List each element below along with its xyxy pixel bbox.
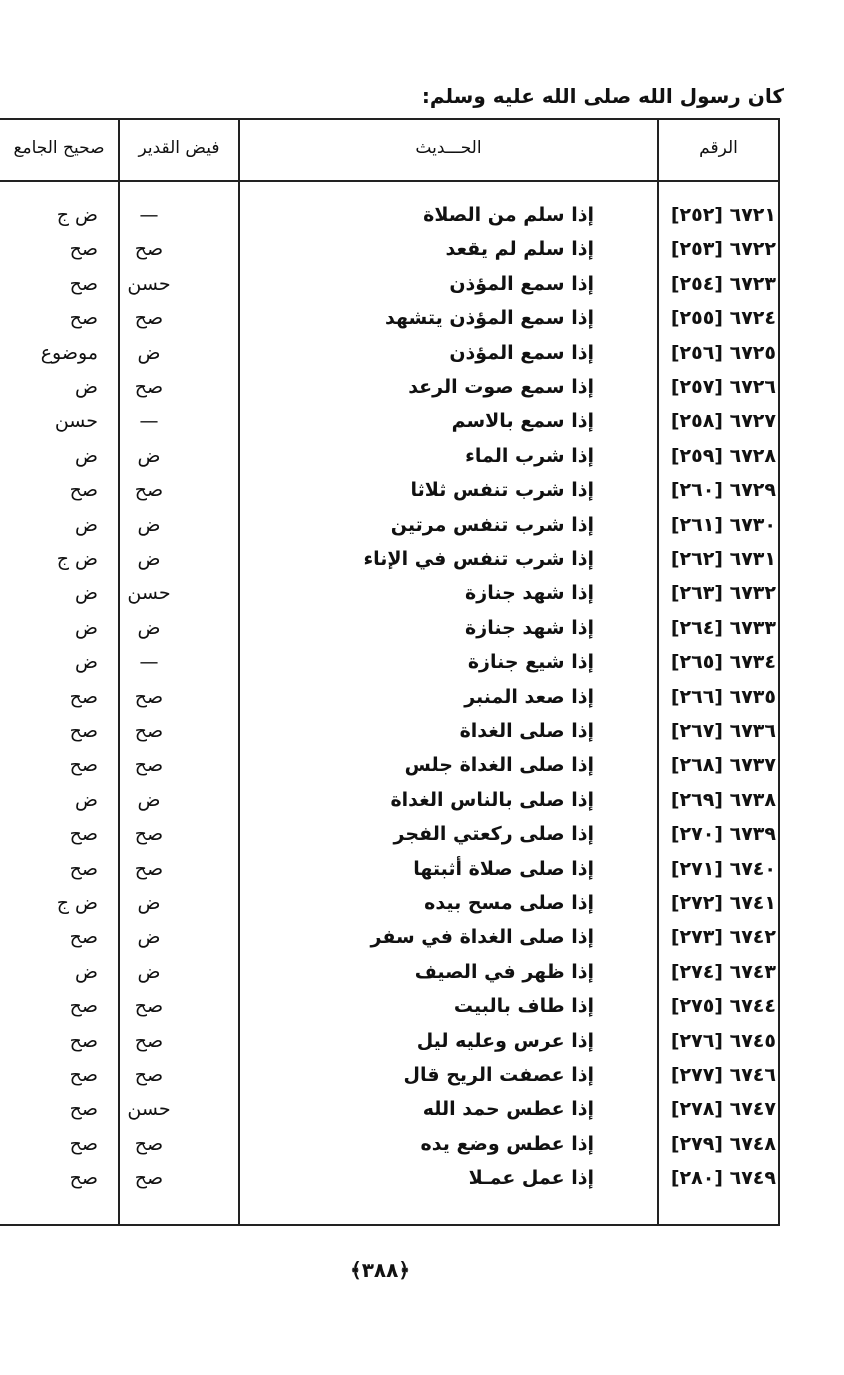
row-sahih-grade: صح [69, 1064, 98, 1086]
row-hadith-text: إذا صعد المنبر [464, 685, 594, 708]
row-sahih-grade: صح [69, 857, 98, 880]
table-row [0, 748, 780, 782]
row-number: ٦٧٤١ [٢٧٢] [670, 892, 776, 914]
row-hadith-text: إذا صلى صلاة أثبتها [413, 857, 594, 880]
table-row [0, 336, 780, 370]
row-number: ٦٧٤٨ [٢٧٩] [670, 1132, 776, 1155]
row-hadith-text: إذا شرب الماء [465, 444, 594, 467]
table-row [0, 920, 780, 954]
row-faid-grade: صح [134, 857, 164, 880]
row-faid-grade: صح [134, 685, 164, 708]
row-number: ٦٧٣٨ [٢٦٩] [670, 788, 776, 811]
row-hadith-text: إذا صلى ركعتي الفجر [393, 823, 594, 846]
row-faid-grade: صح [134, 1064, 164, 1086]
row-hadith-text: إذا سمع المؤذن [449, 341, 594, 364]
row-number: ٦٧٤٢ [٢٧٣] [670, 926, 776, 949]
table-row [0, 439, 780, 473]
row-number: ٦٧٢٦ [٢٥٧] [670, 376, 776, 398]
row-number: ٦٧٢١ [٢٥٢] [670, 204, 776, 226]
table-row [0, 852, 780, 886]
row-number: ٦٧٢٤ [٢٥٥] [670, 307, 776, 330]
row-sahih-grade: صح [69, 479, 98, 502]
row-number: ٦٧٣٢ [٢٦٣] [670, 582, 776, 605]
row-number: ٦٧٤٥ [٢٧٦] [670, 1029, 776, 1052]
row-sahih-grade: صح [69, 685, 98, 708]
row-faid-grade: صح [134, 1029, 164, 1052]
row-hadith-text: إذا سمع المؤذن [449, 272, 594, 295]
table-row [0, 232, 780, 266]
row-hadith-text: إذا شهد جنازة [465, 616, 594, 639]
row-faid-grade: ض [137, 788, 161, 811]
row-faid-grade: ض [137, 444, 161, 467]
row-number: ٦٧٣٤ [٢٦٥] [670, 651, 776, 674]
row-sahih-grade: صح [69, 754, 98, 777]
row-faid-grade: — [139, 410, 159, 433]
row-faid-grade: صح [134, 720, 164, 742]
row-hadith-text: إذا سلم لم يقعد [445, 238, 594, 261]
table-row [0, 473, 780, 507]
row-sahih-grade: صح [69, 1132, 98, 1155]
row-faid-grade: صح [134, 479, 164, 502]
row-number: ٦٧٢٩ [٢٦٠] [670, 479, 776, 502]
row-hadith-text: إذا ظهر في الصيف [414, 960, 594, 983]
row-sahih-grade: ض ج [56, 892, 98, 914]
table-row [0, 508, 780, 542]
row-number: ٦٧٤٤ [٢٧٥] [670, 995, 776, 1018]
row-sahih-grade: ض ج [56, 548, 98, 570]
row-hadith-text: إذا شيع جنازة [467, 651, 594, 674]
row-hadith-text: إذا صلى مسح بيده [424, 892, 594, 914]
row-number: ٦٧٢٣ [٢٥٤] [670, 272, 776, 295]
table-row [0, 783, 780, 817]
row-faid-grade: ض [137, 548, 161, 570]
row-number: ٦٧٢٧ [٢٥٨] [670, 410, 776, 433]
row-hadith-text: إذا سلم من الصلاة [423, 204, 594, 226]
table-row [0, 267, 780, 301]
row-faid-grade: — [139, 204, 159, 226]
table-row [0, 198, 780, 232]
row-number: ٦٧٢٨ [٢٥٩] [670, 444, 776, 467]
header-faid-al-qadir: فيض القدير [138, 138, 220, 159]
table-row [0, 301, 780, 335]
row-hadith-text: إذا شرب تنفس مرتين [390, 513, 594, 536]
row-hadith-text: إذا عمل عمـلا [468, 1167, 594, 1190]
header-hadith: الحـــديث [415, 138, 482, 159]
row-faid-grade: ض [137, 926, 161, 949]
row-hadith-text: إذا سمع بالاسم [451, 410, 594, 433]
row-number: ٦٧٣٣ [٢٦٤] [670, 616, 776, 639]
row-sahih-grade: ض [75, 513, 98, 536]
table-row [0, 542, 780, 576]
row-faid-grade: صح [134, 823, 164, 846]
row-faid-grade: ض [137, 616, 161, 639]
row-number: ٦٧٤٦ [٢٧٧] [670, 1064, 776, 1086]
row-sahih-grade: ض [75, 616, 98, 639]
table-row [0, 576, 780, 610]
row-hadith-text: إذا عطس حمد الله [422, 1098, 594, 1121]
row-sahih-grade: صح [69, 1167, 98, 1190]
row-hadith-text: إذا شهد جنازة [465, 582, 594, 605]
row-number: ٦٧٣١ [٢٦٢] [670, 548, 776, 570]
header-number: الرقم [699, 138, 738, 159]
page-number: ﴿٣٨٨﴾ [349, 1258, 411, 1282]
table-row [0, 645, 780, 679]
row-faid-grade: صح [134, 307, 164, 330]
header-divider [0, 180, 780, 182]
table-row [0, 611, 780, 645]
row-faid-grade: حسن [127, 582, 171, 605]
row-faid-grade: صح [134, 1132, 164, 1155]
row-faid-grade: صح [134, 995, 164, 1018]
table-row [0, 989, 780, 1023]
table-row [0, 886, 780, 920]
row-sahih-grade: صح [69, 307, 98, 330]
row-hadith-text: إذا سمع المؤذن يتشهد [384, 307, 594, 330]
row-sahih-grade: ض [75, 376, 98, 398]
row-faid-grade: ض [137, 513, 161, 536]
row-sahih-grade: صح [69, 823, 98, 846]
table-row [0, 404, 780, 438]
row-number: ٦٧٣٦ [٢٦٧] [670, 720, 776, 742]
table-row [0, 1024, 780, 1058]
row-number: ٦٧٢٥ [٢٥٦] [670, 341, 776, 364]
row-hadith-text: إذا صلى بالناس الغداة [390, 788, 594, 811]
row-hadith-text: إذا عطس وضع يده [420, 1132, 594, 1155]
row-hadith-text: إذا صلى الغداة في سفر [370, 926, 594, 949]
row-hadith-text: إذا سمع صوت الرعد [408, 376, 594, 398]
row-faid-grade: — [139, 651, 159, 674]
row-sahih-grade: صح [69, 238, 98, 261]
row-number: ٦٧٢٢ [٢٥٣] [670, 238, 776, 261]
table-row [0, 714, 780, 748]
row-number: ٦٧٤٠ [٢٧١] [670, 857, 776, 880]
table-row [0, 1127, 780, 1161]
row-number: ٦٧٣٧ [٢٦٨] [670, 754, 776, 777]
table-row [0, 1161, 780, 1195]
table-row [0, 1092, 780, 1126]
row-faid-grade: صح [134, 238, 164, 261]
row-sahih-grade: ض [75, 651, 98, 674]
row-faid-grade: حسن [127, 272, 171, 295]
table-row [0, 370, 780, 404]
table-row [0, 680, 780, 714]
row-hadith-text: إذا صلى الغداة [459, 720, 594, 742]
table-bottom-border [0, 1224, 780, 1226]
row-faid-grade: حسن [127, 1098, 171, 1121]
row-sahih-grade: صح [69, 995, 98, 1018]
row-faid-grade: ض [137, 892, 161, 914]
row-sahih-grade: صح [69, 720, 98, 742]
row-sahih-grade: ض [75, 444, 98, 467]
row-hadith-text: إذا شرب تنفس في الإناء [363, 548, 594, 570]
row-hadith-text: إذا صلى الغداة جلس [404, 754, 594, 777]
row-hadith-text: إذا شرب تنفس ثلاثا [410, 479, 594, 502]
row-number: ٦٧٤٧ [٢٧٨] [670, 1098, 776, 1121]
row-sahih-grade: حسن [54, 410, 98, 433]
row-number: ٦٧٤٣ [٢٧٤] [670, 960, 776, 983]
row-hadith-text: إذا عرس وعليه ليل [416, 1029, 594, 1052]
row-sahih-grade: صح [69, 272, 98, 295]
row-number: ٦٧٣٠ [٢٦١] [670, 513, 776, 536]
row-number: ٦٧٣٩ [٢٧٠] [670, 823, 776, 846]
row-number: ٦٧٣٥ [٢٦٦] [670, 685, 776, 708]
row-sahih-grade: صح [69, 926, 98, 949]
row-faid-grade: صح [134, 376, 164, 398]
page-heading: كان رسول الله صلى الله عليه وسلم: [421, 84, 784, 108]
row-faid-grade: صح [134, 754, 164, 777]
row-sahih-grade: صح [69, 1029, 98, 1052]
row-sahih-grade: ض [75, 788, 98, 811]
table-row [0, 817, 780, 851]
row-hadith-text: إذا طاف بالبيت [453, 995, 594, 1018]
header-sahih-al-jami: صحيح الجامع [13, 138, 105, 159]
row-sahih-grade: ض [75, 582, 98, 605]
row-faid-grade: ض [137, 341, 161, 364]
table-row [0, 955, 780, 989]
row-hadith-text: إذا عصفت الريح قال [403, 1064, 594, 1086]
row-sahih-grade: ض [75, 960, 98, 983]
row-faid-grade: صح [134, 1167, 164, 1190]
row-number: ٦٧٤٩ [٢٨٠] [670, 1167, 776, 1190]
row-sahih-grade: موضوع [40, 341, 98, 364]
table-row [0, 1058, 780, 1092]
row-faid-grade: ض [137, 960, 161, 983]
hadith-table [0, 118, 780, 1226]
row-sahih-grade: ض ج [56, 204, 98, 226]
row-sahih-grade: صح [69, 1098, 98, 1121]
